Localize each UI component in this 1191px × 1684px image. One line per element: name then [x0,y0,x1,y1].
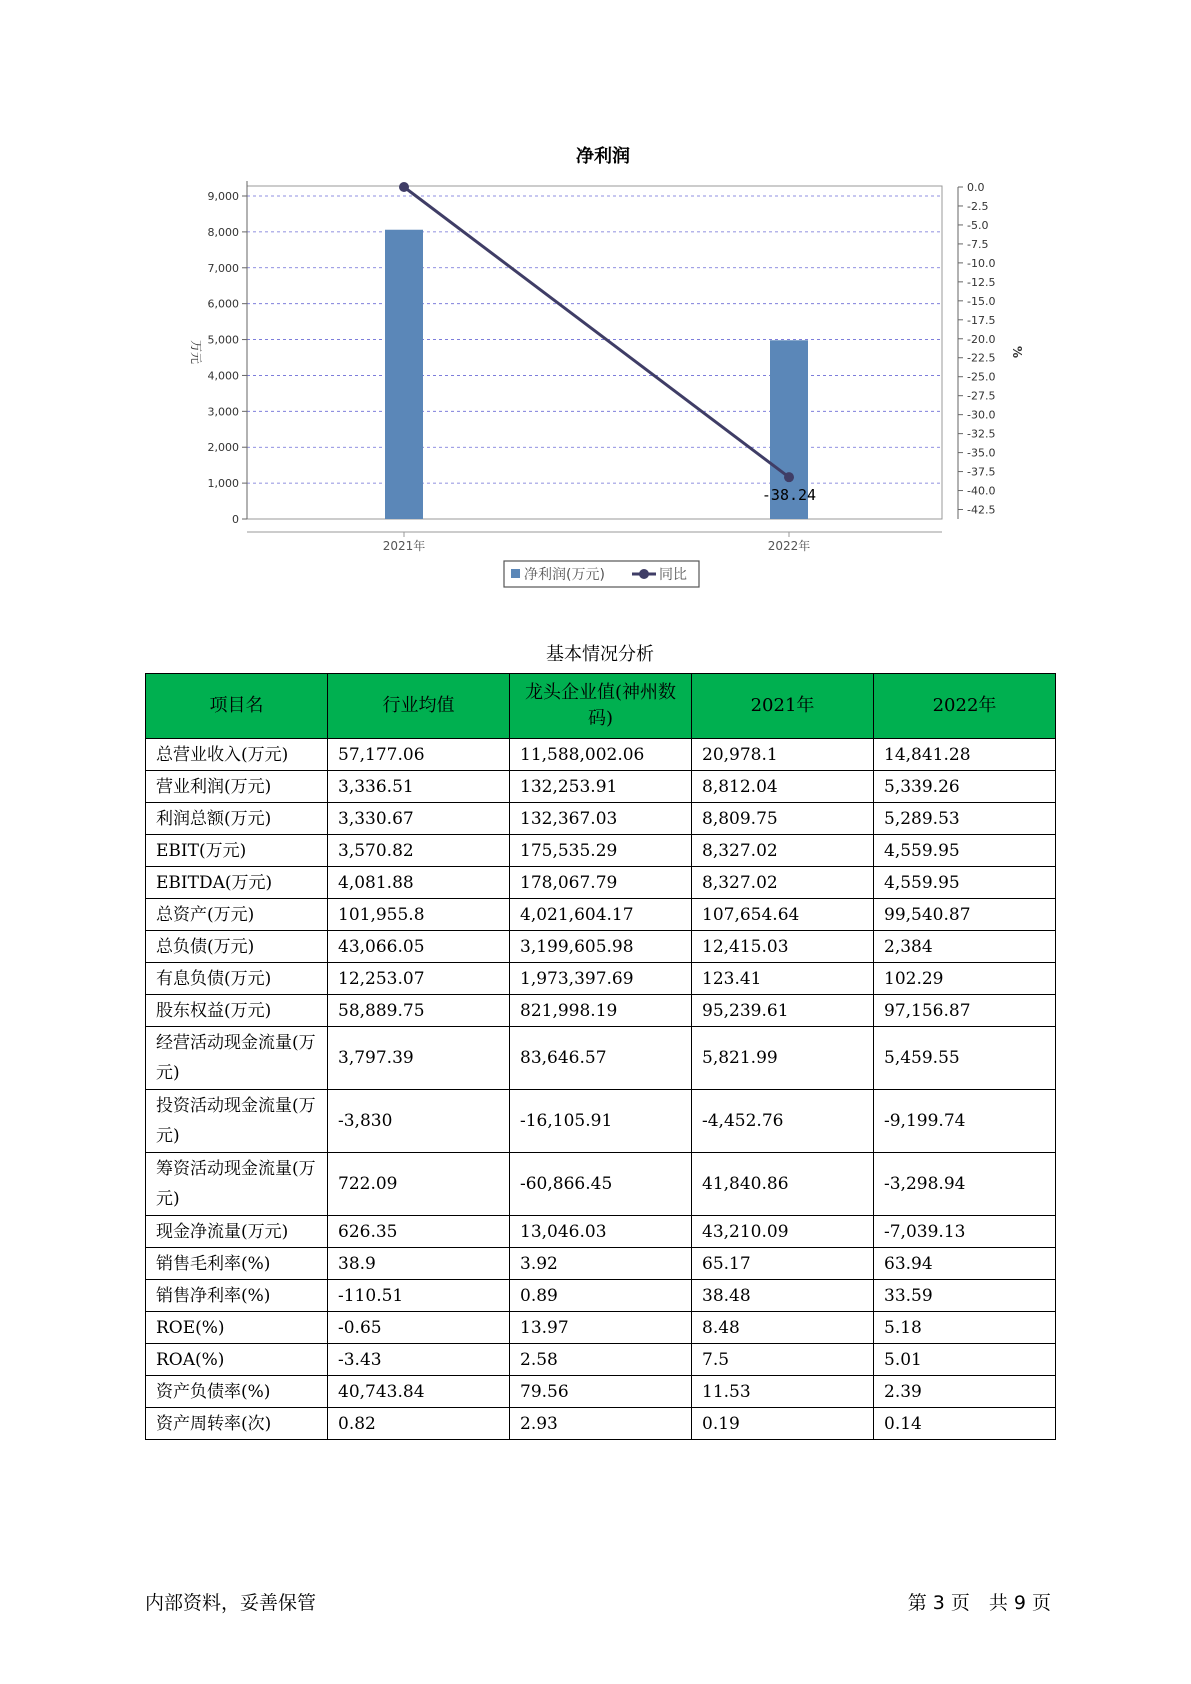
table-cell: 4,559.95 [874,835,1056,867]
table-cell: 626.35 [328,1216,510,1248]
header-item-name: 项目名 [146,674,328,739]
table-cell: 178,067.79 [510,867,692,899]
y-tick-label: 1,000 [207,477,239,491]
table-cell: 175,535.29 [510,835,692,867]
table-cell: 4,081.88 [328,867,510,899]
row-label: 筹资活动现金流量(万元) [146,1153,328,1216]
x-tick-label: 2021年 [382,539,426,553]
table-row [146,931,1056,963]
table-row [146,963,1056,995]
row-label: EBIT(万元) [146,835,328,867]
legend-bar-swatch [511,569,520,578]
table-cell: -9,199.74 [874,1090,1056,1153]
table-cell: 43,210.09 [692,1216,874,1248]
table-row [146,1027,1056,1090]
data-label: -38.24 [761,486,817,505]
row-label: 有息负债(万元) [146,963,328,995]
table-row [146,1408,1056,1440]
row-label: EBITDA(万元) [146,867,328,899]
header-2022: 2022年 [874,674,1056,739]
table-cell: 102.29 [874,963,1056,995]
y2-tick-label: -30.0 [967,408,996,422]
table-cell: 63.94 [874,1248,1056,1280]
table-cell: 8,327.02 [692,867,874,899]
header-2021: 2021年 [692,674,874,739]
page-total: 9 [1013,1592,1026,1614]
table-cell: 95,239.61 [692,995,874,1027]
table-cell: 3,330.67 [328,803,510,835]
table-row [146,835,1056,867]
table-cell: 99,540.87 [874,899,1056,931]
line-point [399,182,409,192]
table-cell: 33.59 [874,1280,1056,1312]
table-cell: -7,039.13 [874,1216,1056,1248]
table-cell: 20,978.1 [692,739,874,771]
row-label: 营业利润(万元) [146,771,328,803]
x-tick-label: 2022年 [767,539,811,553]
table-cell: 132,367.03 [510,803,692,835]
legend-bar-label: 净利润(万元) [524,567,605,583]
table-row [146,867,1056,899]
table-cell: 38.48 [692,1280,874,1312]
table-cell: 41,840.86 [692,1153,874,1216]
table-cell: 2,384 [874,931,1056,963]
y-tick-label: 7,000 [207,261,239,275]
y2-tick-label: -20.0 [967,332,996,346]
table-row [146,803,1056,835]
net-profit-chart [0,0,1191,600]
table-cell: 40,743.84 [328,1376,510,1408]
y-tick-label: 3,000 [207,405,239,419]
y2-tick-label: -17.5 [967,313,996,327]
table-cell: 722.09 [328,1153,510,1216]
row-label: 现金净流量(万元) [146,1216,328,1248]
table-row [146,1312,1056,1344]
y-tick-label: 4,000 [207,369,239,383]
table-row [146,1248,1056,1280]
table-cell: 821,998.19 [510,995,692,1027]
table-cell: 58,889.75 [328,995,510,1027]
table-cell: 2.58 [510,1344,692,1376]
table-row [146,1090,1056,1153]
y2-tick-label: -5.0 [967,218,989,232]
chart-title: 净利润 [576,146,630,167]
table-cell: 13.97 [510,1312,692,1344]
table-row [146,1376,1056,1408]
row-label: 总资产(万元) [146,899,328,931]
y2-tick-label: -32.5 [967,427,996,441]
table-cell: 0.89 [510,1280,692,1312]
table-cell: 2.93 [510,1408,692,1440]
page-indicator [905,1588,1054,1615]
table-cell: 1,973,397.69 [510,963,692,995]
table-cell: -3.43 [328,1344,510,1376]
table-row [146,899,1056,931]
table-cell: 57,177.06 [328,739,510,771]
table-cell: 0.19 [692,1408,874,1440]
table-cell: 38.9 [328,1248,510,1280]
y-tick-label: 2,000 [207,441,239,455]
table-cell: 5.01 [874,1344,1056,1376]
y2-tick-label: -40.0 [967,484,996,498]
table-row [146,1153,1056,1216]
table-cell: 5,459.55 [874,1027,1056,1090]
table-cell: 8.48 [692,1312,874,1344]
table-cell: 5.18 [874,1312,1056,1344]
table-cell: 4,559.95 [874,867,1056,899]
row-label: 利润总额(万元) [146,803,328,835]
table-cell: 0.82 [328,1408,510,1440]
table-row [146,739,1056,771]
table-cell: 2.39 [874,1376,1056,1408]
y2-tick-label: 0.0 [967,181,985,194]
row-label: 总负债(万元) [146,931,328,963]
page-mid: 页 共 [950,1592,1008,1614]
table-row [146,1344,1056,1376]
confidential-note: 内部资料，妥善保管 [145,1592,317,1614]
y2-tick-label: -7.5 [967,237,989,251]
y2-tick-label: -12.5 [967,275,996,289]
table-cell: -3,830 [328,1090,510,1153]
page-current: 3 [932,1592,945,1614]
table-cell: 97,156.87 [874,995,1056,1027]
table-cell: 8,812.04 [692,771,874,803]
row-label: 总营业收入(万元) [146,739,328,771]
table-cell: 12,415.03 [692,931,874,963]
table-row [146,771,1056,803]
series-line [404,187,789,477]
table-cell: 3,199,605.98 [510,931,692,963]
table-cell: 83,646.57 [510,1027,692,1090]
table-row [146,1216,1056,1248]
table-cell: 12,253.07 [328,963,510,995]
table-cell: 3.92 [510,1248,692,1280]
table-cell: -60,866.45 [510,1153,692,1216]
y-tick-label: 0 [232,513,239,526]
row-label: ROE(%) [146,1312,328,1344]
row-label: 股东权益(万元) [146,995,328,1027]
y2-tick-label: -35.0 [967,446,996,460]
page-suffix: 页 [1031,1592,1051,1614]
y-tick-label: 8,000 [207,225,239,239]
table-cell: 0.14 [874,1408,1056,1440]
y2-tick-label: -42.5 [967,503,996,517]
table-cell: 7.5 [692,1344,874,1376]
table-cell: -110.51 [328,1280,510,1312]
table-cell: 132,253.91 [510,771,692,803]
basic-analysis-table [145,673,1056,1440]
table-cell: -4,452.76 [692,1090,874,1153]
table-cell: 11.53 [692,1376,874,1408]
header-industry-avg: 行业均值 [328,674,510,739]
y2-axis-label: % [1010,345,1024,359]
row-label: 投资活动现金流量(万元) [146,1090,328,1153]
y2-tick-label: -2.5 [967,199,989,213]
table-cell: 14,841.28 [874,739,1056,771]
table-caption: 基本情况分析 [546,644,654,665]
table-cell: 3,570.82 [328,835,510,867]
table-cell: 4,021,604.17 [510,899,692,931]
row-label: 经营活动现金流量(万元) [146,1027,328,1090]
table-cell: 8,327.02 [692,835,874,867]
table-cell: 5,289.53 [874,803,1056,835]
y-tick-label: 6,000 [207,297,239,311]
y2-tick-label: -25.0 [967,370,996,384]
row-label: 资产负债率(%) [146,1376,328,1408]
y-tick-label: 5,000 [207,333,239,347]
bar [385,230,423,519]
legend-line-marker [639,569,649,579]
table-cell: 107,654.64 [692,899,874,931]
table-cell: 65.17 [692,1248,874,1280]
table-cell: -3,298.94 [874,1153,1056,1216]
table-cell: 11,588,002.06 [510,739,692,771]
table-row [146,1280,1056,1312]
table-cell: 5,339.26 [874,771,1056,803]
y2-tick-label: -37.5 [967,465,996,479]
plot-frame [247,186,942,519]
y2-tick-label: -15.0 [967,294,996,308]
table-cell: 101,955.8 [328,899,510,931]
y-axis-label: 万元 [189,339,203,365]
table-cell: -0.65 [328,1312,510,1344]
table-cell: 79.56 [510,1376,692,1408]
table-cell: 13,046.03 [510,1216,692,1248]
page-prefix: 第 [907,1592,927,1614]
table-cell: 43,066.05 [328,931,510,963]
row-label: 销售净利率(%) [146,1280,328,1312]
line-point [784,472,794,482]
table-header-row [146,674,1056,739]
table-cell: 5,821.99 [692,1027,874,1090]
table-cell: 8,809.75 [692,803,874,835]
table-cell: 123.41 [692,963,874,995]
y-tick-label: 9,000 [207,190,239,203]
y2-tick-label: -22.5 [967,351,996,365]
row-label: ROA(%) [146,1344,328,1376]
table-cell: 3,797.39 [328,1027,510,1090]
y2-tick-label: -10.0 [967,256,996,270]
table-row [146,995,1056,1027]
row-label: 销售毛利率(%) [146,1248,328,1280]
legend-line-label: 同比 [659,567,687,583]
table-cell: 3,336.51 [328,771,510,803]
row-label: 资产周转率(次) [146,1408,328,1440]
y2-tick-label: -27.5 [967,389,996,403]
table-cell: -16,105.91 [510,1090,692,1153]
header-leader-value: 龙头企业值(神州数码) [510,674,692,739]
